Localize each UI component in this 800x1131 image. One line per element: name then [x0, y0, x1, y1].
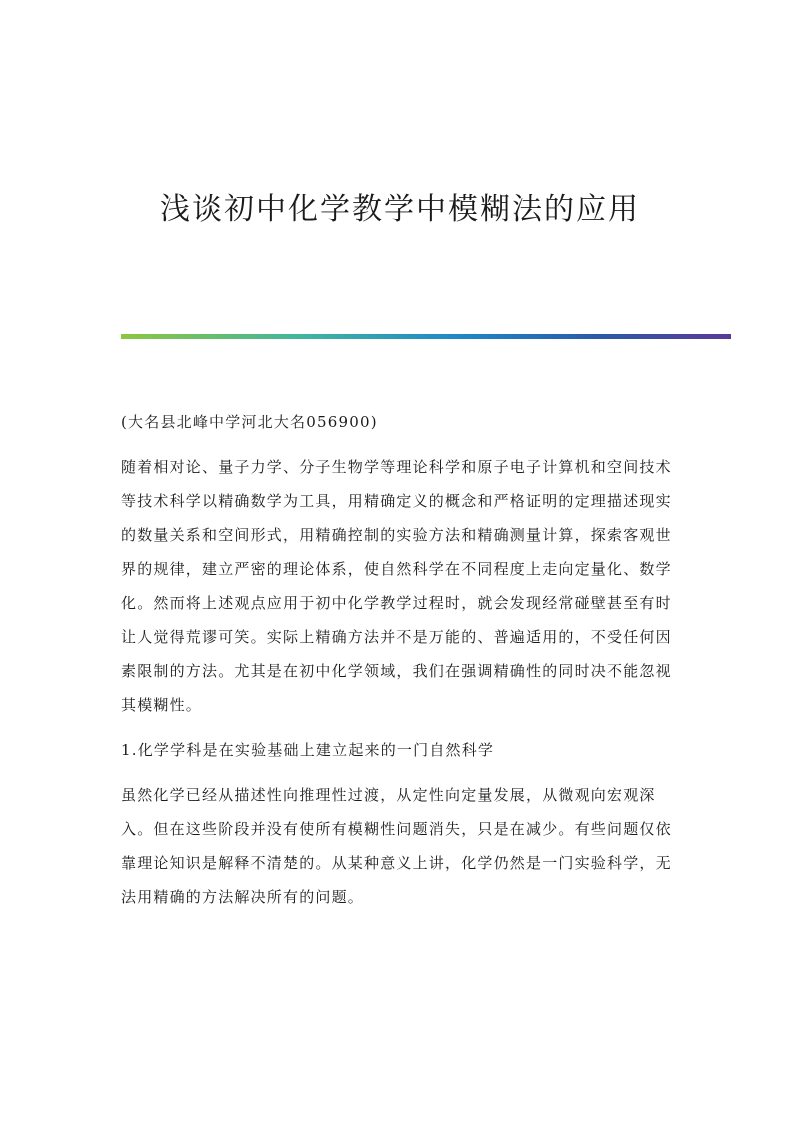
document-title: 浅谈初中化学教学中模糊法的应用	[160, 192, 640, 227]
section-1-paragraph: 虽然化学已经从描述性向推理性过渡，从定性向定量发展，从微观向宏观深入。但在这些阶段并没有使所有模糊性问题消失，只是在减少。有些问题仅依靠理论知识是解释不清楚的。从某种意义上讲，化学仍然是一门实验科学，无法用精确的方法解决所有的问题。	[121, 786, 672, 906]
document-body	[121, 405, 676, 925]
author-affiliation: (大名县北峰中学河北大名056900)	[121, 413, 378, 431]
section-1-heading: 1.化学学科是在实验基础上建立起来的一门自然科学	[121, 741, 495, 759]
intro-paragraph: 随着相对论、量子力学、分子生物学等理论科学和原子电子计算机和空间技术等技术科学以精确数学为工具，用精确定义的概念和严格证明的定理描述现实的数量关系和空间形式，用精确控制的实验方法和精确测量计算，探索客观世界的规律，建立严密的理论体系，使自然科学在不同程度上走向定量化、数学化。然而将上述观点应用于初中化学教学过程时，就会发现经常碰壁甚至有时让人觉得荒谬可笑。实际上精确方法并不是万能的、普遍适用的，不受任何因素限制的方法。尤其是在初中化学领域，我们在强调精确性的同时决不能忽视其模糊性。	[121, 458, 672, 714]
title-divider-rule	[121, 334, 731, 339]
